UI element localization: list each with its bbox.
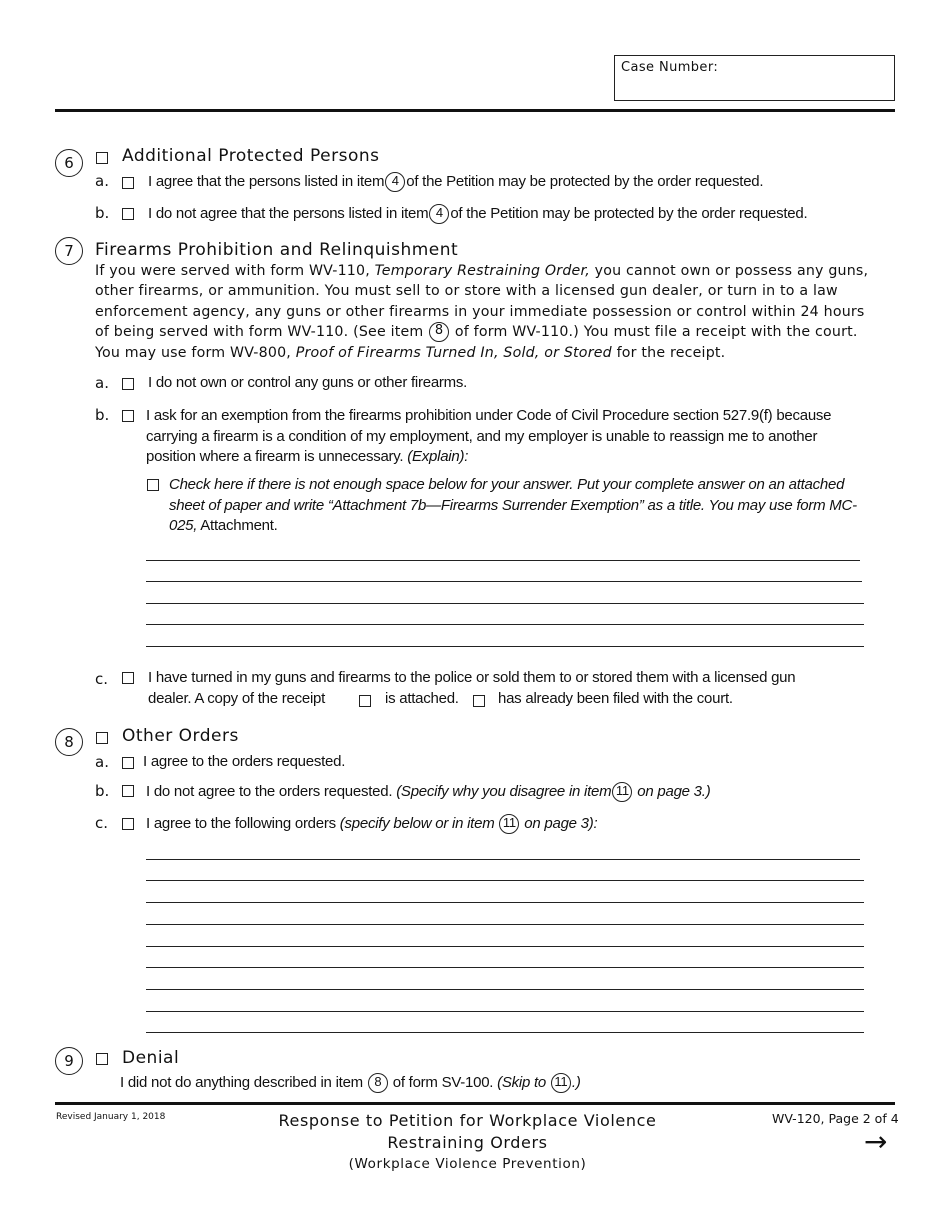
footer-title-line1: Response to Petition for Workplace Violence (278, 1111, 657, 1130)
item-7-instructions: If you were served with form WV-110, Temporary Restraining Order, you cannot own or possess any guns, other firearms, or ammunition. You must sell to or store with a licensed gun dealer, or turn in to a law enforcement agency, any guns or other firearms in your immediate possession or control within 24 hours of being served with form WV-110. (See item 8 of form WV-110.) You must file a receipt with the court. You may use form WV-800, Proof of Firearms Turned In, Sold, or Stored for the receipt. (95, 263, 869, 361)
answer-line[interactable] (146, 989, 864, 990)
item-8b-letter: b. (95, 782, 110, 800)
page-number: Page 2 of 4 (828, 1111, 899, 1126)
item-7c-text-line1: I have turned in my guns and firearms to the police or sold them to or stored them with a licensed gun (148, 669, 796, 686)
item-8-checkbox[interactable] (96, 732, 108, 744)
item-7b-attachment-note: Check here if there is not enough space below for your answer. Put your complete answer on an attached sheet of paper and write “Attachment 7b—Firearms Surrender Exemption” as a title. You may use form MC-025, Attachment. (169, 476, 857, 534)
item-8-number: 8 (55, 728, 83, 756)
answer-line[interactable] (146, 946, 864, 947)
answer-line[interactable] (146, 902, 864, 903)
receipt-attached-checkbox[interactable] (359, 695, 371, 707)
ref-circle: 11 (612, 782, 632, 802)
item-9-checkbox[interactable] (96, 1053, 108, 1065)
item-7b-checkbox[interactable] (122, 410, 134, 422)
footer-title (235, 1110, 700, 1174)
item-7-title: Firearms Prohibition and Relinquishment (95, 240, 459, 260)
receipt-filed-checkbox[interactable] (473, 695, 485, 707)
receipt-filed-label: has already been filed with the court. (498, 690, 733, 707)
footer-subtitle: (Workplace Violence Prevention) (348, 1156, 587, 1172)
next-page-arrow-icon: → (864, 1125, 888, 1158)
item-7c-letter: c. (95, 670, 109, 688)
item-7-number: 7 (55, 237, 83, 265)
answer-line[interactable] (146, 581, 862, 582)
case-number-label: Case Number: (621, 60, 719, 75)
answer-line[interactable] (146, 1011, 864, 1012)
item-9-text: I did not do anything described in item 8 of form SV-100. (Skip to 11 .) (120, 1073, 581, 1093)
item-7b-text: I ask for an exemption from the firearms prohibition under Code of Civil Procedure section 527.9(f) because carrying a firearm is a condition of my employment, and my employer is unable to reassign me to another position where a firearm is unnecessary. (Explain): (146, 407, 832, 465)
ref-circle: 8 (368, 1073, 388, 1093)
item-9-title: Denial (122, 1048, 180, 1068)
item-7b-attachment-checkbox[interactable] (147, 479, 159, 491)
form-id: WV-120, Page 2 of 4 (772, 1111, 899, 1126)
item-6-title: Additional Protected Persons (122, 146, 380, 166)
case-number-box[interactable] (614, 55, 895, 101)
item-6b-checkbox[interactable] (122, 208, 134, 220)
answer-line[interactable] (146, 603, 864, 604)
item-6-number: 6 (55, 149, 83, 177)
answer-line[interactable] (146, 967, 864, 968)
answer-line[interactable] (146, 560, 860, 561)
item-8b-checkbox[interactable] (122, 785, 134, 797)
receipt-attached-label: is attached. (385, 690, 459, 707)
item-7a-letter: a. (95, 374, 109, 392)
item-7b-letter: b. (95, 406, 110, 424)
ref-circle: 4 (429, 204, 449, 224)
item-7c-text-line2: dealer. A copy of the receipt (148, 690, 326, 707)
item-7a-checkbox[interactable] (122, 378, 134, 390)
ref-circle: 4 (385, 172, 405, 192)
item-8a-checkbox[interactable] (122, 757, 134, 769)
item-8b-text: I do not agree to the orders requested. (Specify why you disagree in item 11 on page 3.) (146, 782, 710, 802)
item-6-checkbox[interactable] (96, 152, 108, 164)
item-8c-checkbox[interactable] (122, 818, 134, 830)
answer-line[interactable] (146, 924, 864, 925)
item-8c-text: I agree to the following orders (specify below or in item 11 on page 3): (146, 814, 597, 834)
item-6a-checkbox[interactable] (122, 177, 134, 189)
footer-rule (55, 1102, 895, 1105)
answer-line[interactable] (146, 624, 864, 625)
answer-line[interactable] (146, 880, 864, 881)
answer-line[interactable] (146, 1032, 864, 1033)
item-9-number: 9 (55, 1047, 83, 1075)
revised-date: Revised January 1, 2018 (56, 1112, 166, 1122)
item-6b-letter: b. (95, 204, 110, 222)
ref-circle: 8 (429, 322, 449, 342)
ref-circle: 11 (499, 814, 519, 834)
item-6b-text: I do not agree that the persons listed in item 4 of the Petition may be protected by the order requested. (148, 204, 807, 224)
footer-title-line2: Restraining Orders (387, 1133, 548, 1152)
item-7c-checkbox[interactable] (122, 672, 134, 684)
item-8-title: Other Orders (122, 726, 239, 746)
item-6a-text: I agree that the persons listed in item 4 of the Petition may be protected by the order requested. (148, 172, 763, 192)
answer-line[interactable] (146, 859, 860, 860)
item-8a-letter: a. (95, 753, 109, 771)
item-6a-letter: a. (95, 172, 109, 190)
item-7a-text: I do not own or control any guns or other firearms. (148, 374, 468, 391)
ref-circle: 11 (551, 1073, 571, 1093)
item-8a-text: I agree to the orders requested. (143, 753, 346, 770)
answer-line[interactable] (146, 646, 864, 647)
item-8c-letter: c. (95, 814, 109, 832)
header-rule (55, 109, 895, 112)
